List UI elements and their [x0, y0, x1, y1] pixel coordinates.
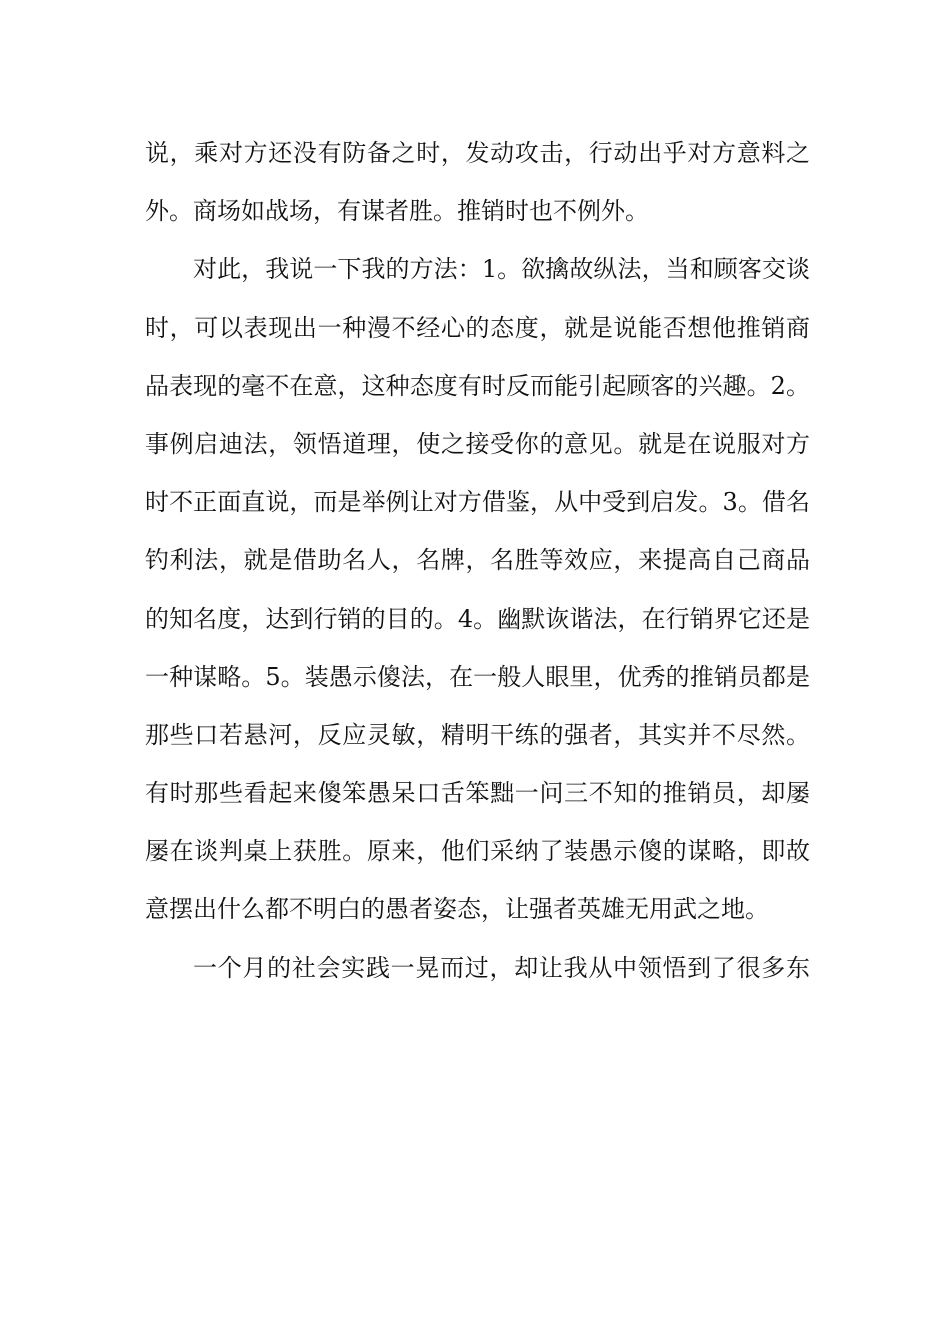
text-line-10: 一种谋略。5。装愚示傻法，在一般人眼里，优秀的推销员都是: [145, 662, 810, 691]
text-line-9: 的知名度，达到行销的目的。4。幽默诙谐法，在行销界它还是: [145, 604, 810, 633]
text-line-6: 事例启迪法，领悟道理，使之接受你的意见。就是在说服对方: [145, 429, 810, 458]
text-line-12: 有时那些看起来傻笨愚呆口舌笨黜一问三不知的推销员，却屡: [145, 779, 810, 808]
text-line-8: 钓利法，就是借助名人，名牌，名胜等效应，来提高自己商品: [145, 546, 810, 575]
text-line-5: 品表现的毫不在意，这种态度有时反而能引起顾客的兴趣。2。: [145, 371, 810, 400]
text-line-4: 时，可以表现出一种漫不经心的态度，就是说能否想他推销商: [145, 313, 810, 342]
text-line-13: 屡在谈判桌上获胜。原来，他们采纳了装愚示傻的谋略，即故: [145, 837, 810, 866]
text-line-14: 意摆出什么都不明白的愚者姿态，让强者英雄无用武之地。: [145, 895, 769, 924]
text-line-7: 时不正面直说，而是举例让对方借鉴，从中受到启发。3。借名: [145, 488, 810, 517]
text-line-3: 对此，我说一下我的方法：1。欲擒故纵法，当和顾客交谈: [193, 255, 810, 284]
text-line-1: 说，乘对方还没有防备之时，发动攻击，行动出乎对方意料之: [145, 139, 810, 167]
text-line-11: 那些口若悬河，反应灵敏，精明干练的强者，其实并不尽然。: [145, 720, 810, 749]
text-line-15: 一个月的社会实践一晃而过，却让我从中领悟到了很多东: [193, 953, 810, 982]
body-text: [145, 130, 810, 1003]
text-line-2: 外。商场如战场，有谋者胜。推销时也不例外。: [145, 197, 649, 226]
